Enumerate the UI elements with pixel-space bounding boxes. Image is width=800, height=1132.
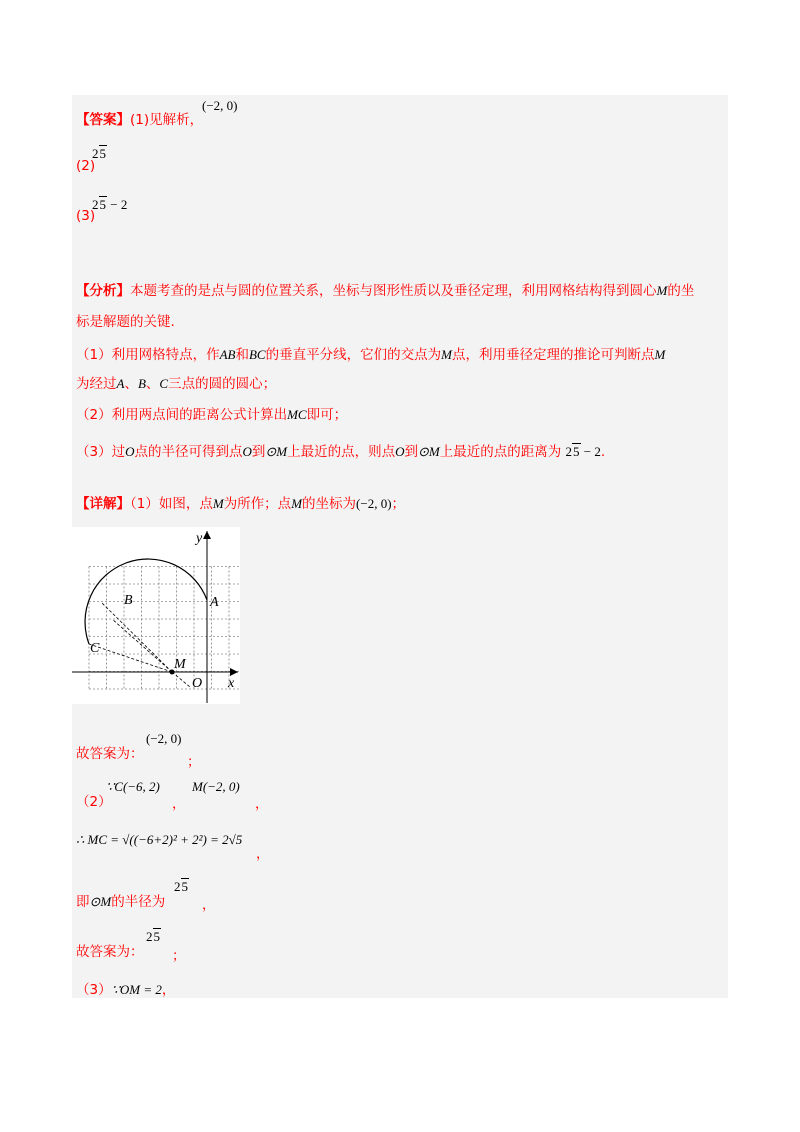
detail-radius-line: 即⊙M的半径为 bbox=[76, 894, 166, 910]
detail-answer-2-value: 25 bbox=[146, 929, 160, 944]
detail-step-2-end: ， bbox=[255, 796, 269, 812]
detail-label: 【详解】 bbox=[76, 496, 130, 512]
coordinate-figure bbox=[72, 527, 240, 704]
detail-answer-1: 故答案为： bbox=[76, 746, 144, 762]
detail-answer-2: 故答案为： bbox=[76, 944, 144, 960]
detail-radius-end: ， bbox=[202, 897, 216, 913]
detail-answer-2-end: ； bbox=[172, 948, 186, 964]
label-y: y bbox=[196, 531, 203, 546]
detail-step-2: （2） bbox=[76, 794, 112, 810]
detail-mc-calculation: ∴ MC = √((−6+2)² + 2²) = 2√5 bbox=[76, 832, 243, 847]
detail-answer-1-math: (−2, 0) bbox=[146, 731, 182, 746]
answer-line-1 bbox=[76, 108, 203, 128]
detail-step-2-c: ∵C(−6, 2) bbox=[106, 779, 160, 794]
label-m: M bbox=[174, 657, 186, 672]
analysis-distance-value: 25 − 2 bbox=[565, 444, 601, 459]
label-x: x bbox=[228, 676, 235, 691]
answer-3-math: 25 − 2 bbox=[92, 197, 128, 212]
detail-radius-value: 25 bbox=[174, 879, 188, 894]
detail-step-3: （3）∵OM = 2， bbox=[76, 982, 176, 998]
analysis-line-2: 标是解题的关键. bbox=[76, 314, 175, 330]
analysis-step-3: （3）过O点的半径可得到点O到⊙M上最近的点，则点O到⊙M上最近的点的距离为 25 − 2. bbox=[76, 444, 606, 460]
detail-step-2-m: M(−2, 0) bbox=[192, 779, 240, 794]
analysis-step-1: （1）利用网格特点，作AB和BC的垂直平分线，它们的交点为M点，利用垂径定理的推论可判断点M bbox=[76, 347, 666, 363]
answer-1-math: (−2, 0) bbox=[202, 98, 238, 113]
detail-step-2-comma: ， bbox=[172, 796, 186, 812]
figure-background bbox=[72, 527, 240, 704]
answer-part-1: (1)见解析， bbox=[130, 112, 204, 128]
analysis-line-1: 【分析】本题考查的是点与圆的位置关系，坐标与图形性质以及垂径定理，利用网格结构得到圆心M的坐 bbox=[76, 283, 695, 299]
detail-line-1: 【详解】（1）如图，点M为所作；点M的坐标为(−2, 0)； bbox=[76, 496, 406, 512]
answer-2-math: 25 bbox=[92, 146, 106, 161]
label-o: O bbox=[192, 676, 203, 691]
answer-part-3: (3) bbox=[76, 208, 96, 224]
answer-label: 【答案】 bbox=[76, 112, 130, 128]
analysis-step-2: （2）利用两点间的距离公式计算出MC即可； bbox=[76, 407, 348, 423]
label-c: C bbox=[90, 641, 100, 656]
label-a: A bbox=[210, 595, 219, 610]
label-b: B bbox=[124, 593, 133, 608]
answer-part-2: (2) bbox=[76, 158, 96, 174]
detail-answer-1-end: ； bbox=[187, 754, 201, 770]
analysis-step-1-cont: 为经过A、B、C三点的圆的圆心； bbox=[76, 376, 277, 392]
detail-mc-calc-end: ， bbox=[256, 846, 270, 862]
analysis-label: 【分析】 bbox=[76, 283, 130, 299]
